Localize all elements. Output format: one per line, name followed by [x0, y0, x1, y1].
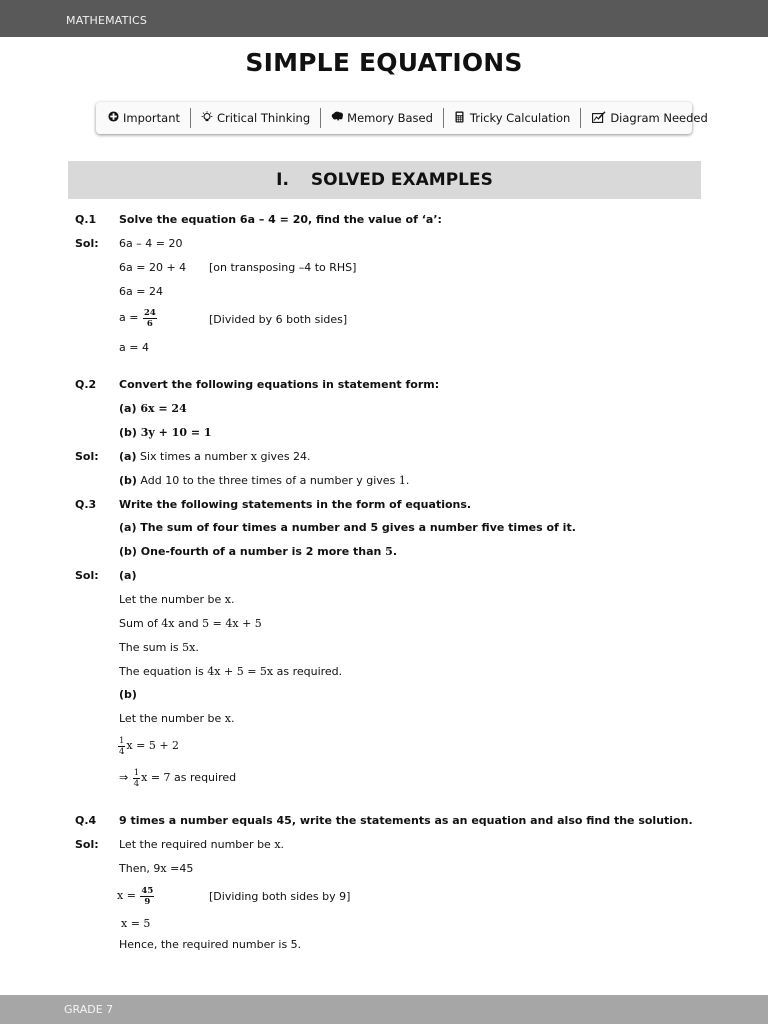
equation: 5 = 4x + 5 — [202, 617, 262, 630]
expression: 4x — [161, 617, 175, 630]
legend-label: Tricky Calculation — [469, 111, 571, 125]
solution-step — [119, 712, 234, 726]
question-label: Q.4 — [75, 814, 97, 827]
part-label: (b) — [119, 474, 137, 487]
solution-text: The equation is — [119, 665, 208, 678]
section-title: SOLVED EXAMPLES — [310, 170, 493, 190]
solution-step — [119, 665, 342, 679]
fraction-numerator: 45 — [141, 885, 154, 896]
solution-step: 6a = 24 — [119, 285, 163, 298]
solution-step: 6a – 4 = 20 — [119, 237, 183, 250]
bulb-icon — [201, 111, 213, 126]
part-label: (a) — [119, 402, 137, 415]
solution-step — [119, 450, 311, 464]
part-label: (b) — [119, 426, 137, 439]
value: 5 — [385, 545, 393, 558]
solution-step — [119, 641, 199, 655]
question-text: Solve the equation 6a – 4 = 20, find the value of ‘a’: — [119, 213, 442, 226]
equation: x = 5 + 2 — [126, 739, 180, 752]
variable: x — [224, 593, 231, 606]
footer-bar — [0, 995, 768, 1024]
solution-text: gives 24. — [257, 450, 311, 463]
fraction — [143, 308, 157, 329]
legend-label: Critical Thinking — [217, 111, 311, 125]
question-label: Q.3 — [75, 498, 97, 511]
solution-step — [119, 593, 234, 607]
solution-text: as required. — [273, 665, 343, 678]
variable: x — [274, 838, 281, 851]
solution-text: Six times a number — [139, 450, 251, 463]
solution-step — [119, 617, 262, 631]
diagram-icon — [591, 111, 606, 126]
subject-label: MATHEMATICS — [66, 14, 148, 27]
legend-label: Memory Based — [347, 111, 433, 125]
question-part — [119, 545, 397, 559]
fraction-numerator: 24 — [143, 307, 156, 318]
solution-step: 6a = 20 + 4 — [119, 261, 187, 274]
fraction — [140, 886, 154, 907]
punctuation: . — [230, 712, 235, 725]
part-label: (a) — [119, 450, 137, 463]
legend-item-memory-based — [320, 108, 443, 128]
solution-label: Sol: — [75, 838, 99, 851]
equation: 3y + 10 = 1 — [140, 426, 212, 439]
section-number: I. — [276, 170, 289, 190]
solution-text: Let the required number be — [119, 838, 275, 851]
equation: 6x = 24 — [140, 402, 187, 415]
solution-step-fraction — [119, 306, 158, 330]
solution-text: and — [174, 617, 203, 630]
solution-text: Add 10 to the three times of a number y gives — [136, 474, 399, 487]
solution-step-fraction — [117, 884, 155, 908]
question-part: (a) The sum of four times a number and 5 gives a number five times of it. — [119, 521, 576, 534]
solution-step: a = 4 — [119, 341, 149, 354]
question-text: Write the following statements in the form of equations. — [119, 498, 472, 511]
step-note: [Divided by 6 both sides] — [209, 313, 348, 326]
legend-item-diagram-needed — [580, 108, 717, 128]
solution-text: as required — [170, 771, 237, 784]
fraction — [118, 736, 125, 757]
part-label: (a) — [119, 569, 137, 582]
equation-lhs: x = — [117, 889, 136, 902]
implies-symbol: ⇒ — [119, 771, 129, 784]
solution-text: =45 — [166, 862, 194, 875]
question-label: Q.2 — [75, 378, 97, 391]
question-label: Q.1 — [75, 213, 97, 226]
question-part — [119, 402, 187, 416]
question-text: (b) One-fourth of a number is 2 more than — [119, 545, 386, 558]
fraction — [133, 768, 140, 789]
legend-item-important — [96, 108, 190, 128]
punctuation: . — [405, 474, 410, 487]
step-note: [Dividing both sides by 9] — [209, 890, 351, 903]
solution-step — [119, 838, 284, 852]
solution-step: x = 5 — [121, 917, 151, 930]
solution-step-fraction — [119, 766, 236, 790]
fraction-denominator: 4 — [119, 746, 125, 757]
fraction-numerator: 1 — [133, 767, 140, 778]
question-text: Convert the following equations in statement form: — [119, 378, 440, 391]
equation: 4x + 5 = 5x — [207, 665, 274, 678]
calculator-icon — [454, 111, 466, 126]
grade-label: GRADE 7 — [64, 1003, 114, 1016]
solution-text: The sum is — [119, 641, 183, 654]
equation-lhs: a = — [119, 311, 139, 324]
question-text: 9 times a number equals 45, write the statements as an equation and also find the solution. — [119, 814, 693, 827]
solution-text: Let the number be — [119, 712, 225, 725]
variable: x — [224, 712, 231, 725]
legend-item-critical-thinking — [190, 108, 320, 128]
legend-label: Diagram Needed — [610, 111, 708, 125]
solution-step — [119, 862, 193, 876]
page-title: SIMPLE EQUATIONS — [245, 48, 523, 77]
question-part — [119, 426, 212, 440]
fraction-denominator: 6 — [146, 318, 153, 329]
punctuation: . — [280, 838, 285, 851]
brain-icon — [331, 111, 343, 125]
punctuation: . — [195, 641, 199, 654]
section-heading — [68, 161, 701, 199]
expression: 5x — [182, 641, 196, 654]
fraction-denominator: 9 — [144, 896, 151, 907]
solution-text: Let the number be — [119, 593, 225, 606]
fraction-numerator: 1 — [119, 735, 125, 746]
solution-step — [119, 474, 409, 488]
solution-conclusion: Hence, the required number is 5. — [119, 938, 302, 951]
step-note: [on transposing –4 to RHS] — [209, 261, 357, 274]
solution-text: Then, 9 — [119, 862, 161, 875]
solution-label: Sol: — [75, 237, 99, 250]
legend-bar — [96, 102, 708, 134]
punctuation: . — [392, 545, 398, 558]
punctuation: . — [230, 593, 235, 606]
variable: x — [160, 862, 167, 875]
fraction-denominator: 4 — [133, 778, 140, 789]
header-bar — [0, 0, 768, 37]
value: 1 — [398, 474, 406, 487]
equation: x = 7 — [141, 771, 171, 784]
part-label: (b) — [119, 688, 137, 701]
variable: x — [250, 450, 257, 463]
solution-text: Sum of — [119, 617, 162, 630]
legend-item-tricky-calculation — [443, 108, 580, 128]
solution-label: Sol: — [75, 450, 99, 463]
solution-label: Sol: — [75, 569, 99, 582]
plus-circle-icon — [107, 111, 119, 125]
legend-label: Important — [123, 111, 181, 125]
solution-step-fraction — [117, 734, 179, 758]
